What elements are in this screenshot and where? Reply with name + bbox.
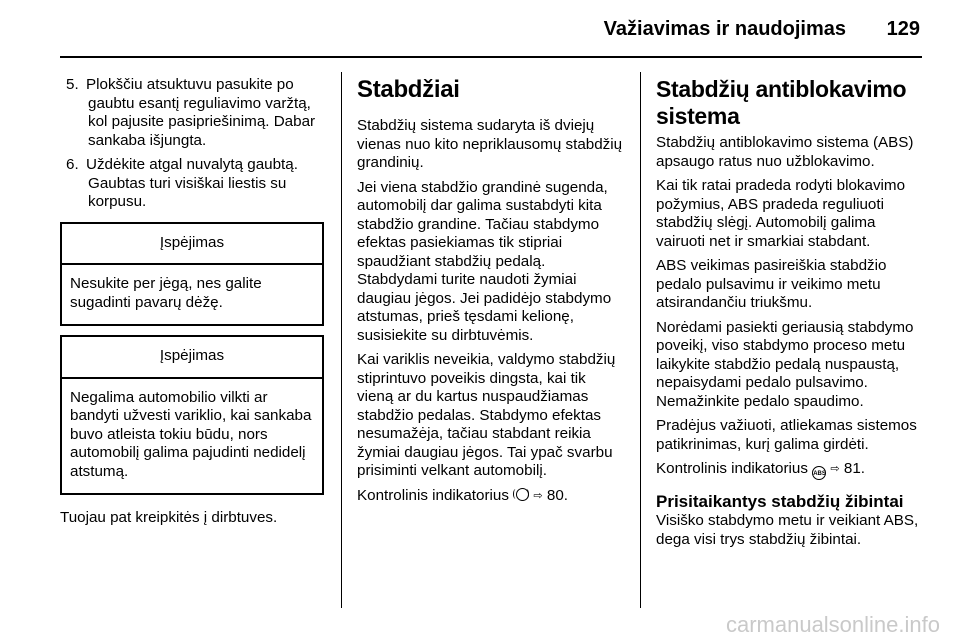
- paragraph: Jei viena stabdžio grandinė sugenda, automobilį dar galima sustabdyti kita stabdžio grandine. Tačiau stabdymo efektas pasiekiamas tik stipriai spaudžiant stabdžių pedalą. Stabdydami turite naudoti žymiai daugiau jėgos. Jei padidėjo stabdymo atstumas, prieš tęsdami kelionę, susisiekite su dirbtuvėmis.: [357, 178, 612, 344]
- page-ref-arrow-icon: ⇨: [830, 463, 840, 475]
- paragraph: Norėdami pasiekti geriausią stabdymo poveikį, viso stabdymo proceso metu laikykite stabdžio pedalą nuspaustą, nepaisydami pedalo pulsavimo. Nemažinkite pedalo spaudimo.: [656, 318, 914, 410]
- page-number: 129: [886, 18, 920, 40]
- page-reference[interactable]: 81.: [843, 460, 865, 477]
- column-3: [656, 76, 926, 555]
- column-1: [60, 76, 324, 534]
- warning-box: [60, 222, 324, 327]
- column-divider: [341, 72, 342, 608]
- paragraph: Visiško stabdymo metu ir veikiant ABS, dega visi trys stabdžių žibintai.: [656, 512, 919, 548]
- header-title: Važiavimas ir naudojimas: [603, 18, 846, 40]
- indicator-label: Kontrolinis indikatorius: [357, 486, 509, 504]
- paragraph: Pradėjus važiuoti, atliekamas sistemos patikrinimas, kurį galima girdėti.: [656, 417, 917, 453]
- section-heading: Stabdžiai: [357, 76, 460, 103]
- page-header: [60, 14, 922, 58]
- warning-box: [60, 335, 324, 495]
- warning-text: Negalima automobilio vilkti ar bandyti užvesti variklio, kai sankaba buvo atleista tokiu būdu, nors automobilį galima pajudinti nedidelį atstumą.: [70, 388, 312, 480]
- indicator-label: Kontrolinis indikatorius: [656, 460, 808, 477]
- steps-list: [60, 76, 324, 212]
- watermark: carmanualsonline.info: [725, 612, 940, 637]
- paragraph: Tuojau pat kreipkitės į dirbtuves.: [60, 509, 278, 526]
- abs-warning-icon: ABS: [812, 466, 826, 480]
- warning-text: Nesukite per jėgą, nes galite sugadinti pavarų dėžę.: [70, 275, 262, 311]
- page-ref-arrow-icon: ⇨: [533, 489, 543, 502]
- list-item: [60, 156, 324, 212]
- paragraph: [357, 487, 625, 506]
- step-text: Plokščiu atsuktuvu pasukite po gaubtu esantį reguliavimo varžtą, kol pajusite pasipriešinimą. Dabar sankaba išjungta.: [86, 76, 316, 149]
- column-divider: [640, 72, 641, 608]
- paragraph: ABS veikimas pasireiškia stabdžio pedalo pulsavimu ir veikimo metu atsirandančiu triukšmu.: [656, 257, 887, 311]
- paragraph: Kai variklis neveikia, valdymo stabdžių stiprintuvo poveikis dingsta, kai tik vieną ar du kartus nuspaudžiamas stabdžio pedalas. Stabdymo efektas nesumažėja, tačiau stabdant reikia žymiai daugiau jėgos. Tai ypač svarbu prisiminti velkant automobilį.: [357, 351, 616, 479]
- page-reference[interactable]: 80.: [546, 486, 568, 504]
- step-text: Uždėkite atgal nuvalytą gaubtą. Gaubtas turi visiškai liestis su korpusu.: [86, 156, 298, 210]
- column-2: [357, 76, 625, 511]
- warning-heading: Įspėjimas: [62, 337, 322, 379]
- paragraph: Stabdžių sistema sudaryta iš dviejų vienas nuo kito nepriklausomų stabdžių grandinių.: [357, 117, 623, 171]
- warning-heading: Įspėjimas: [62, 224, 322, 266]
- paragraph: Stabdžių antiblokavimo sistema (ABS) apsaugo ratus nuo užblokavimo.: [656, 134, 914, 170]
- subsection-heading: Prisitaikantys stabdžių žibintai: [656, 492, 904, 511]
- section-heading: Stabdžių antiblokavimo sistema: [656, 76, 907, 129]
- paragraph: Kai tik ratai pradeda rodyti blokavimo požymius, ABS pradeda reguliuoti stabdžių slėgį. Automobilį galima vairuoti net ir smarkiai stabdant.: [656, 177, 906, 250]
- brake-warning-icon: [513, 487, 529, 502]
- step-number: 6.: [66, 156, 79, 173]
- list-item: [60, 76, 324, 150]
- step-number: 5.: [66, 76, 79, 93]
- paragraph: [656, 460, 926, 480]
